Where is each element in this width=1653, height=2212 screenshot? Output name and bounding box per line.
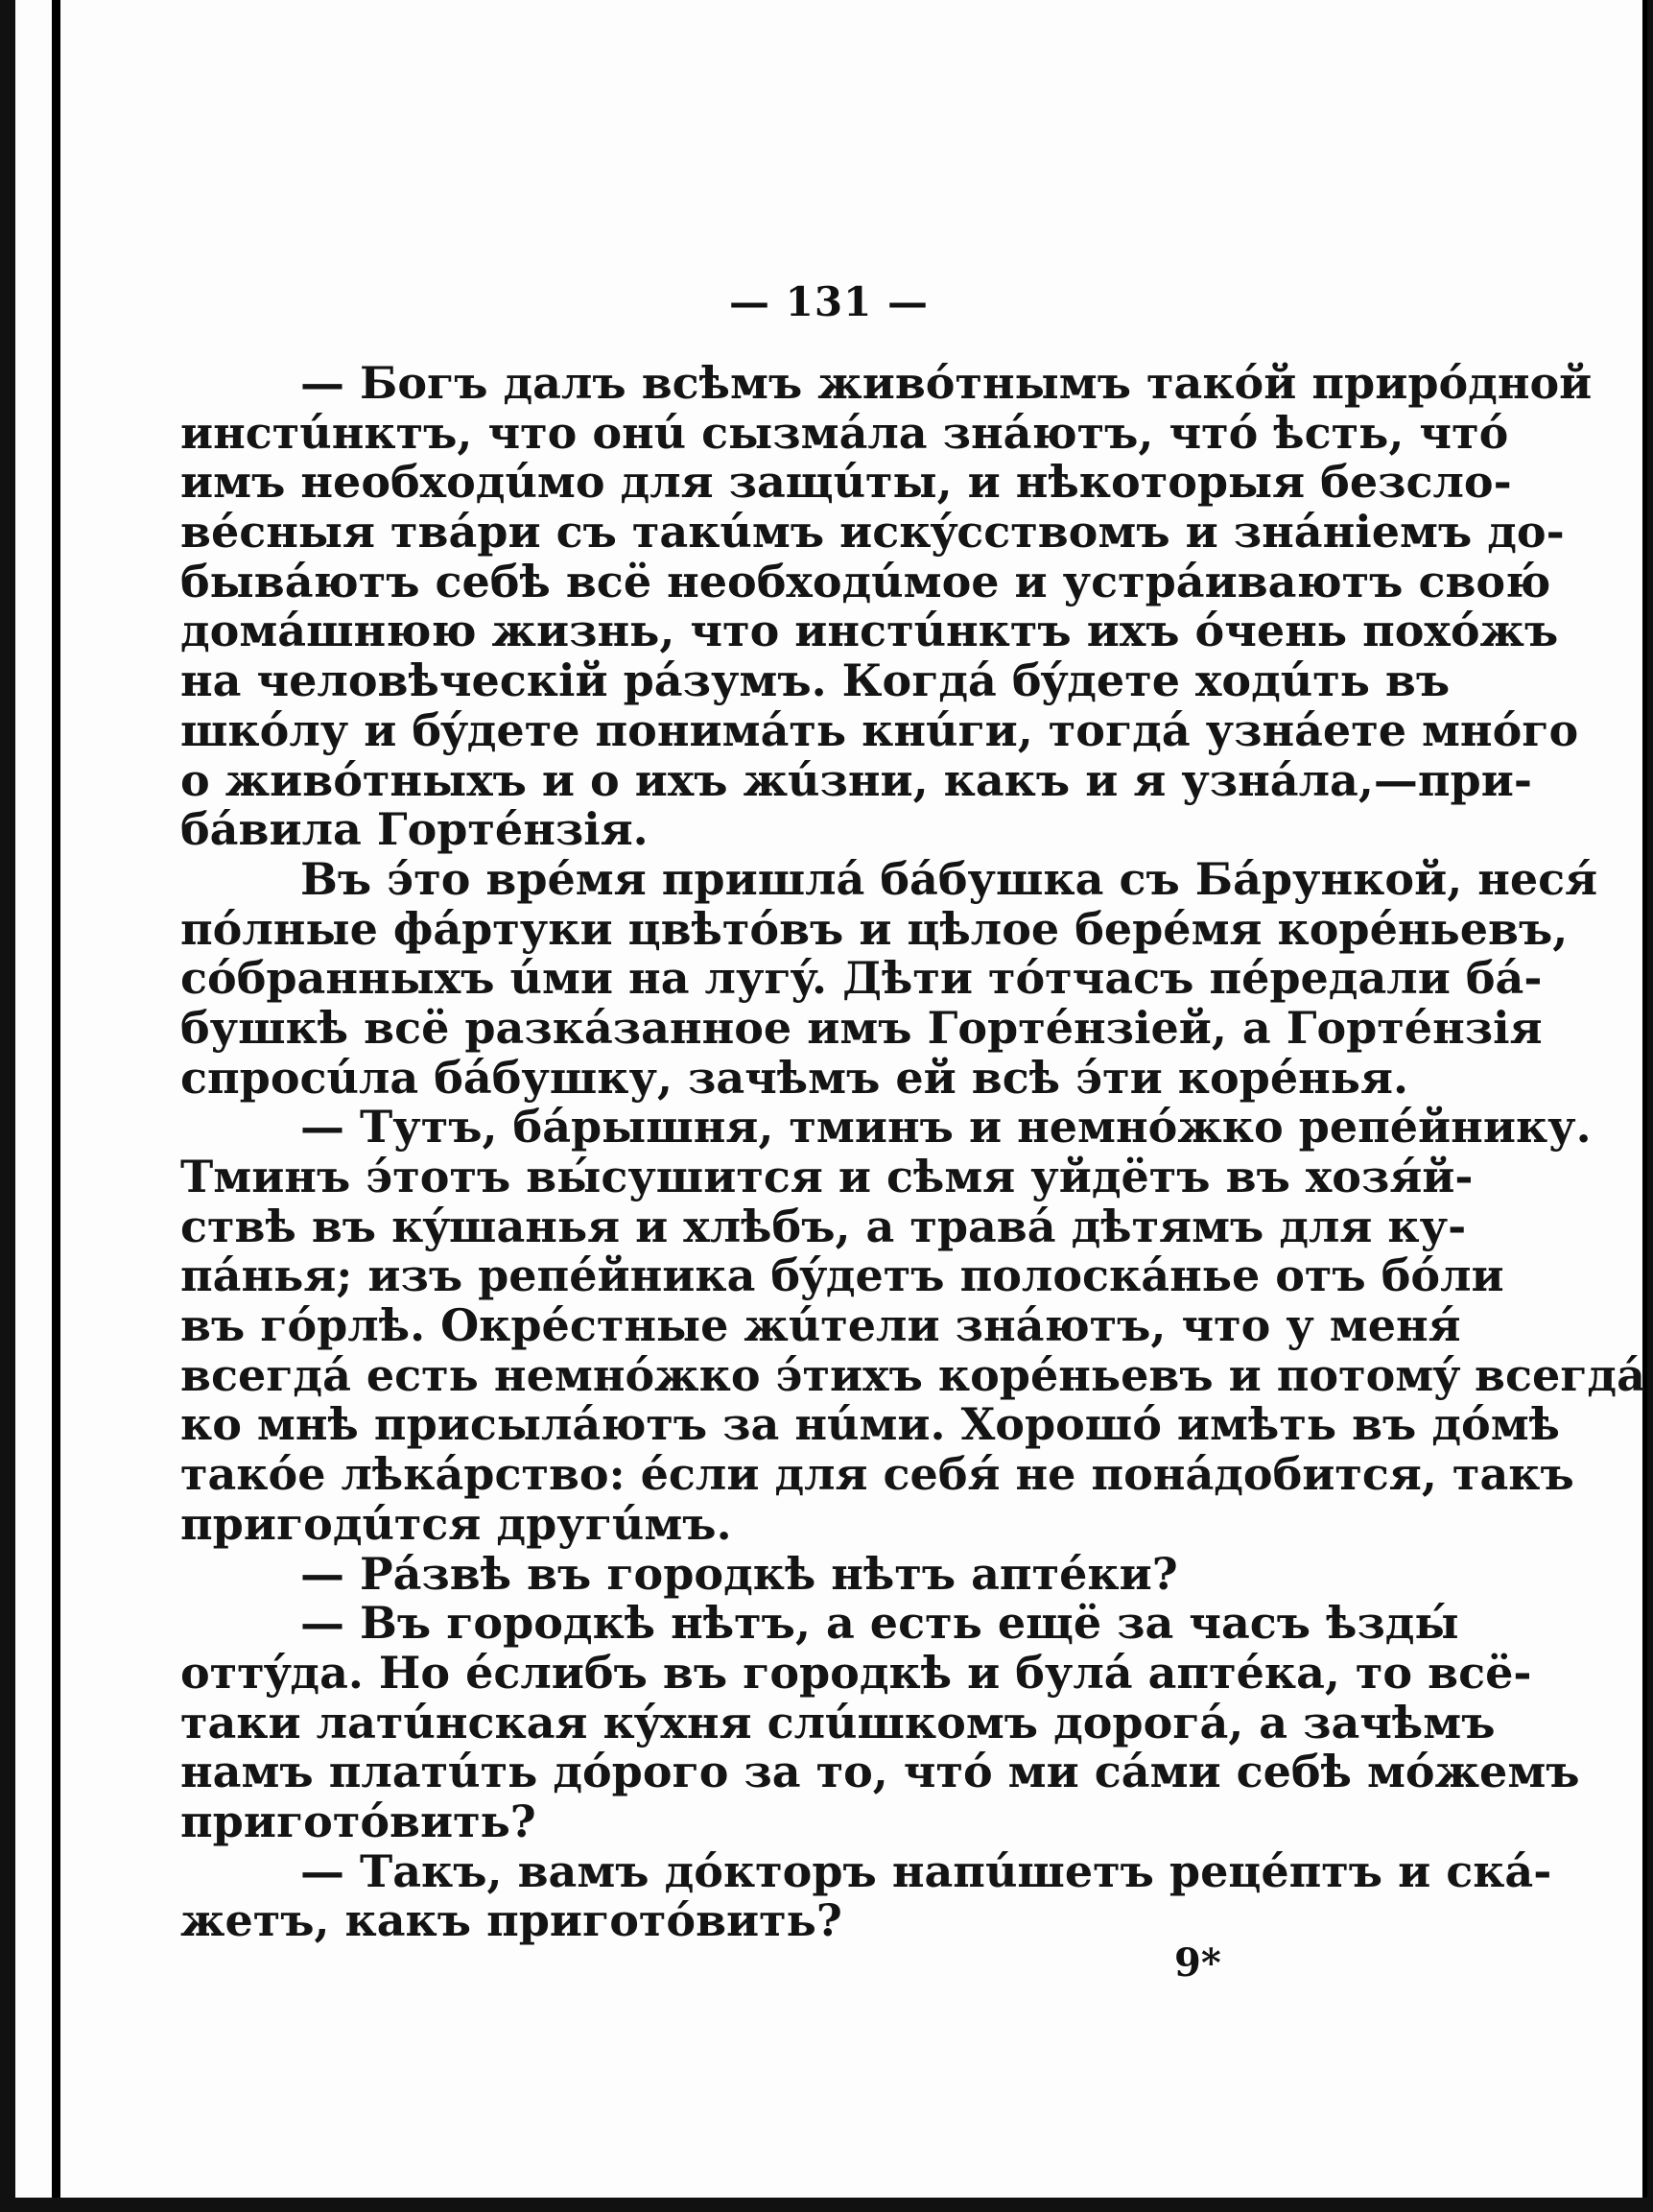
text-line: всегдá есть немнóжко э́тихъ корéньевъ и потомý всегдá	[180, 1348, 1645, 1401]
text-line: жетъ, какъ приготóвить?	[180, 1894, 842, 1947]
text-line: ствѣ въ кýшанья и хлѣбъ, а травá дѣтямъ для ку-	[180, 1200, 1467, 1252]
text-line: шкóлу и бýдете понимáть кнúги, тогдá узнáете мнóго	[180, 703, 1579, 756]
text-line: на человѣческій рáзумъ. Когдá бýдете ходúть въ	[180, 654, 1451, 707]
text-line: — Рáзвѣ въ городкѣ нѣтъ аптéки?	[300, 1547, 1178, 1600]
text-line: намъ платúть дóрого за то, чтó ми сáми себѣ мóжемъ	[180, 1746, 1580, 1798]
page-number: — 131 —	[729, 278, 929, 325]
page-gutter-edge	[52, 0, 60, 2198]
text-line: о живóтныхъ и о ихъ жúзни, какъ и я узнáла,—при-	[180, 753, 1532, 806]
text-line: ко мнѣ присылáютъ за нúми. Хорошó имѣть въ дóмѣ	[180, 1398, 1560, 1451]
text-line: инстúнктъ, что онú сызмáла знáютъ, чтó ѣсть, чтó	[180, 406, 1509, 459]
text-line: бушкѣ всё разкáзанное имъ Гортéнзіей, а Гортéнзія	[180, 1001, 1543, 1054]
text-line: пóлные фáртуки цвѣтóвъ и цѣлое берéмя корéньевъ,	[180, 902, 1569, 955]
text-line: пригодúтся другúмъ.	[180, 1497, 732, 1550]
text-line: спросúла бáбушку, зачѣмъ ей всѣ э́ти корéнья.	[180, 1051, 1409, 1104]
text-line: сóбранныхъ úми на лугý. Дѣти тóтчасъ пéредали бá-	[180, 952, 1543, 1005]
text-line: такóе лѣкáрство: éсли для себя́ не понáдобится, такъ	[180, 1448, 1574, 1501]
text-line: имъ необходúмо для защúты, и нѣкоторыя безсло-	[180, 456, 1512, 509]
text-line: — Такъ, вамъ дóкторъ напúшетъ рецéптъ и ска́-	[300, 1844, 1552, 1897]
printer-signature-mark: 9*	[1174, 1940, 1221, 1986]
text-line: вéсныя твáри съ такúмъ искýсствомъ и знáніемъ до-	[180, 506, 1565, 559]
book-page	[15, 0, 1647, 2198]
body-text	[180, 357, 1645, 1947]
text-line: Въ э́то врéмя пришлá бáбушка съ Бáрункой, неся́	[300, 852, 1598, 905]
text-line: въ гóрлѣ. Окрéстные жúтели знáютъ, что у меня́	[180, 1299, 1461, 1352]
text-line: бáвила Гортéнзія.	[180, 803, 649, 856]
text-line: таки латúнская кýхня слúшкомъ дорогá, а зачѣмъ	[180, 1696, 1496, 1748]
text-line: — Тутъ, бáрышня, тминъ и немнóжко репéйнику.	[300, 1101, 1592, 1154]
text-line: приготóвить?	[180, 1795, 536, 1847]
text-line: пáнья; изъ репéйника бýдетъ полоскáнье отъ бóли	[180, 1249, 1504, 1302]
text-line: Тминъ э́тотъ вы́сушится и сѣмя уйдётъ въ хозя́й-	[180, 1151, 1474, 1202]
text-line: оттýда. Но éслибъ въ городкѣ и булá аптéка, то всё-	[180, 1646, 1532, 1699]
text-line: — Богъ далъ всѣмъ живóтнымъ такóй прирóдной	[300, 357, 1593, 409]
text-line: бывáютъ себѣ всё необходúмое и устрáиваютъ свою́	[180, 555, 1551, 607]
text-line: — Въ городкѣ нѣтъ, а есть ещё за часъ ѣзды́	[300, 1597, 1459, 1650]
text-line: домáшнюю жизнь, что инстúнктъ ихъ óчень похóжъ	[180, 605, 1559, 657]
